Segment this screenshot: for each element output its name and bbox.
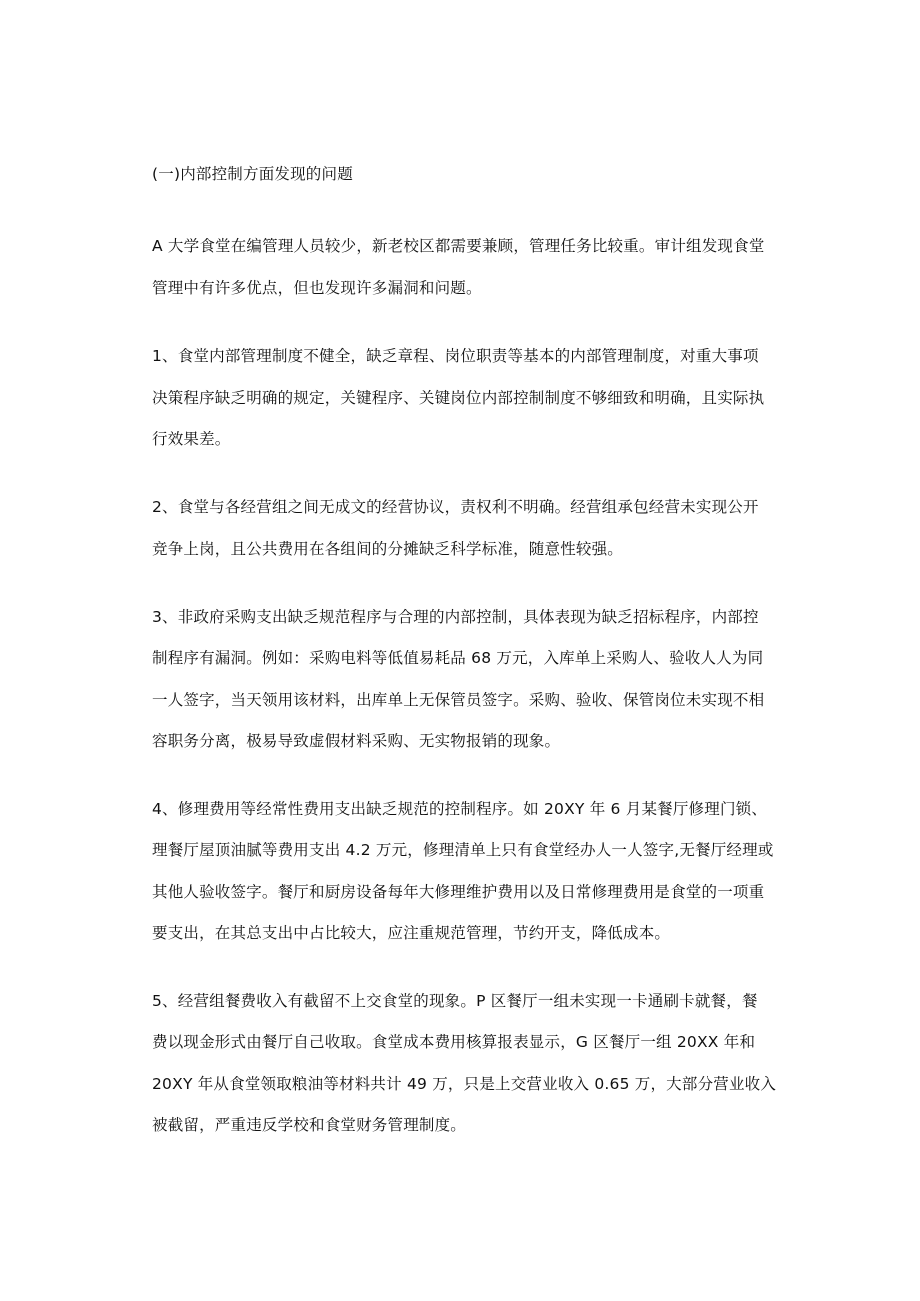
paragraph-4-line-4: 要支出，在其总支出中占比较大，应注重规范管理，节约开支，降低成本。 <box>152 924 671 942</box>
paragraph-1-line-2: 决策程序缺乏明确的规定，关键程序、关键岗位内部控制制度不够细致和明确，且实际执 <box>152 389 765 407</box>
paragraph-5-line-1: 5、经营组餐费收入有截留不上交食堂的现象。P 区餐厅一组未实现一卡通刷卡就餐，餐 <box>152 992 758 1010</box>
paragraph-1-line-1: 1、食堂内部管理制度不健全，缺乏章程、岗位职责等基本的内部管理制度，对重大事项 <box>152 347 759 365</box>
paragraph-3-line-3: 一人签字，当天领用该材料，出库单上无保管员签字。采购、验收、保管岗位未实现不相 <box>152 691 765 709</box>
paragraph-5-line-2: 费以现金形式由餐厅自己收取。食堂成本费用核算报表显示，G 区餐厅一组 20XX 年和 <box>152 1033 756 1051</box>
paragraph-4-line-1: 4、修理费用等经常性费用支出缺乏规范的控制程序。如 20XY 年 6 月某餐厅修理门锁、 <box>152 800 768 818</box>
paragraph-1-line-3: 行效果差。 <box>152 430 231 448</box>
paragraph-2-line-1: 2、食堂与各经营组之间无成文的经营协议，责权利不明确。经营组承包经营未实现公开 <box>152 498 759 516</box>
paragraph-intro-line-2: 管理中有许多优点，但也发现许多漏洞和问题。 <box>152 279 482 297</box>
section-heading: (一)内部控制方面发现的问题 <box>152 165 353 183</box>
paragraph-intro-line-1: A 大学食堂在编管理人员较少，新老校区都需要兼顾，管理任务比较重。审计组发现食堂 <box>152 237 765 255</box>
paragraph-3-line-2: 制程序有漏洞。例如：采购电料等低值易耗品 68 万元，入库单上采购人、验收人人为同 <box>152 649 764 667</box>
paragraph-4-line-3: 其他人验收签字。餐厅和厨房设备每年大修理维护费用以及日常修理费用是食堂的一项重 <box>152 883 765 901</box>
paragraph-4-line-2: 理餐厅屋顶油腻等费用支出 4.2 万元，修理清单上只有食堂经办人一人签字,无餐厅经理或 <box>152 841 774 859</box>
paragraph-2-line-2: 竞争上岗，且公共费用在各组间的分摊缺乏科学标准，随意性较强。 <box>152 540 624 558</box>
paragraph-3-line-4: 容职务分离，极易导致虚假材料采购、无实物报销的现象。 <box>152 732 561 750</box>
paragraph-5-line-4: 被截留，严重违反学校和食堂财务管理制度。 <box>152 1116 467 1134</box>
paragraph-3-line-1: 3、非政府采购支出缺乏规范程序与合理的内部控制，具体表现为缺乏招标程序，内部控 <box>152 608 759 626</box>
paragraph-5-line-3: 20XY 年从食堂领取粮油等材料共计 49 万，只是上交营业收入 0.65 万，大部分营业收入 <box>152 1075 777 1093</box>
